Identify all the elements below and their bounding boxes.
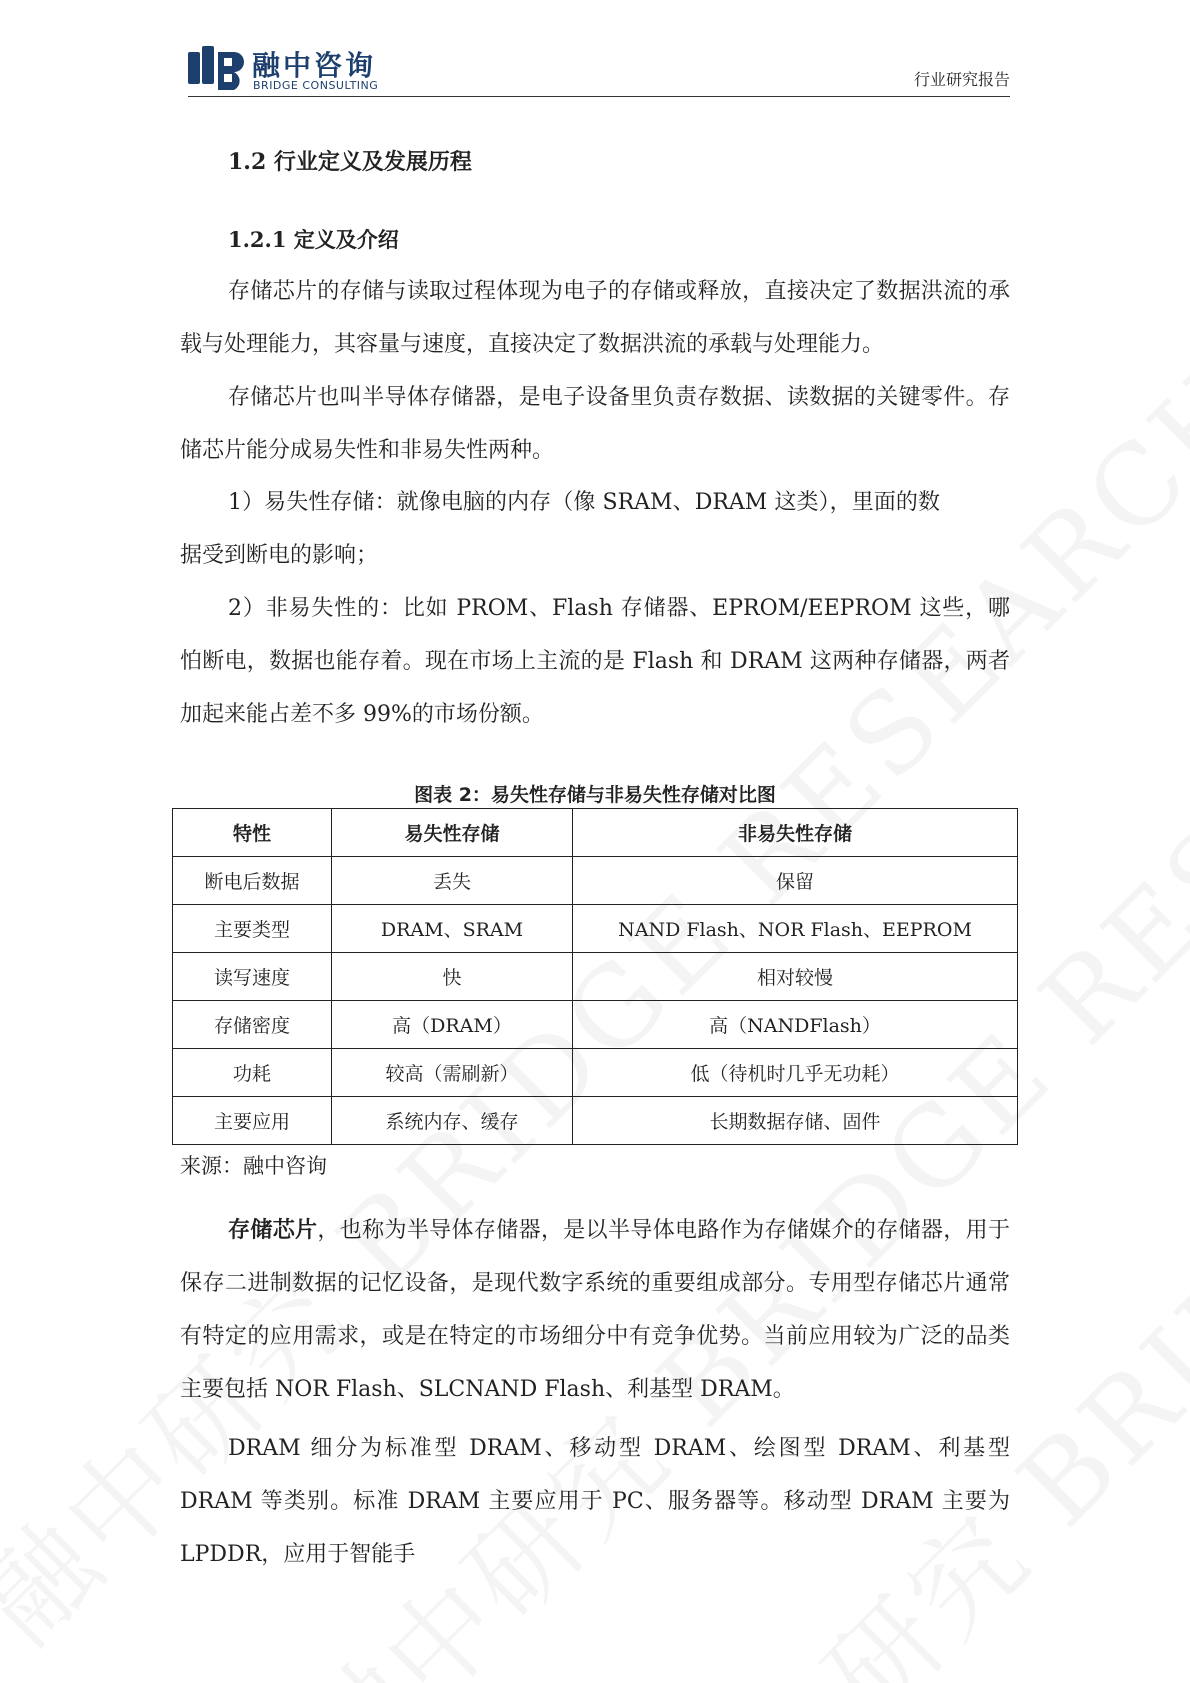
- table-cell: 较高（需刷新）: [332, 1049, 573, 1097]
- table-cell: 读写速度: [173, 953, 332, 1001]
- table-cell: 高（NANDFlash）: [573, 1001, 1018, 1049]
- table-cell: DRAM、SRAM: [332, 905, 573, 953]
- subsection-heading: 1.2.1 定义及介绍: [228, 227, 399, 252]
- paragraph: [180, 1204, 1010, 1416]
- table-header-cell: 特性: [173, 809, 332, 857]
- table-cell: 主要类型: [173, 905, 332, 953]
- paragraph: 1）易失性存储：就像电脑的内存（像 SRAM、DRAM 这类），里面的数据受到断电的影响；: [180, 490, 940, 568]
- logo-mark-icon: [188, 46, 246, 90]
- table-row: [173, 1097, 1018, 1145]
- table-cell: 存储密度: [173, 1001, 332, 1049]
- table-caption: 图表 2：易失性存储与非易失性存储对比图: [414, 784, 776, 806]
- table-cell: 断电后数据: [173, 857, 332, 905]
- table-cell: 相对较慢: [573, 953, 1018, 1001]
- table-row: [173, 905, 1018, 953]
- table-row: [173, 1049, 1018, 1097]
- paragraph: 2）非易失性的：比如 PROM、Flash 存储器、EPROM/EEPROM 这些，哪怕断电，数据也能存着。现在市场上主流的是 Flash 和 DRAM 这两种存储器，两者加起来能占差不多 99%的市场份额。: [180, 596, 1010, 727]
- section-heading: 1.2 行业定义及发展历程: [228, 149, 472, 175]
- paragraph: DRAM 细分为标准型 DRAM、移动型 DRAM、绘图型 DRAM、利基型 DRAM 等类别。标准 DRAM 主要应用于 PC、服务器等。移动型 DRAM 主要为 LPDDR，应用于智能手: [180, 1436, 1010, 1567]
- bold-term: 存储芯片: [228, 1218, 318, 1243]
- table-cell: 主要应用: [173, 1097, 332, 1145]
- table-header-cell: 非易失性存储: [573, 809, 1018, 857]
- table-header-cell: 易失性存储: [332, 809, 573, 857]
- paragraph-text: ，也称为半导体存储器，是以半导体电路作为存储媒介的存储器，用于保存二进制数据的记忆设备，是现代数字系统的重要组成部分。专用型存储芯片通常有特定的应用需求，或是在特定的市场细分中有竞争优势。当前应用较为广泛的品类主要包括 NOR Flash、SLCNAND Flash、利基型 DRAM。: [180, 1218, 1010, 1402]
- comparison-table: [172, 808, 1018, 1145]
- logo-text-en: BRIDGE CONSULTING: [253, 79, 379, 92]
- table-row: [173, 953, 1018, 1001]
- table-cell: NAND Flash、NOR Flash、EEPROM: [573, 905, 1018, 953]
- table-cell: 低（待机时几乎无功耗）: [573, 1049, 1018, 1097]
- table-cell: 高（DRAM）: [332, 1001, 573, 1049]
- table-source: 来源：融中咨询: [180, 1154, 327, 1178]
- table-row: [173, 1001, 1018, 1049]
- table-cell: 丢失: [332, 857, 573, 905]
- table-row: [173, 857, 1018, 905]
- table-cell: 快: [332, 953, 573, 1001]
- paragraph: 存储芯片也叫半导体存储器，是电子设备里负责存数据、读数据的关键零件。存储芯片能分成易失性和非易失性两种。: [180, 385, 1010, 463]
- table-cell: 长期数据存储、固件: [573, 1097, 1018, 1145]
- document-type-label: 行业研究报告: [913, 70, 1010, 89]
- paragraph: 存储芯片的存储与读取过程体现为电子的存储或释放，直接决定了数据洪流的承载与处理能力，其容量与速度，直接决定了数据洪流的承载与处理能力。: [180, 279, 1010, 357]
- table-cell: 功耗: [173, 1049, 332, 1097]
- table-cell: 保留: [573, 857, 1018, 905]
- table-cell: 系统内存、缓存: [332, 1097, 573, 1145]
- table-header-row: [173, 809, 1018, 857]
- page-header: [188, 40, 1010, 97]
- logo-text-cn: 融中咨询: [252, 49, 377, 82]
